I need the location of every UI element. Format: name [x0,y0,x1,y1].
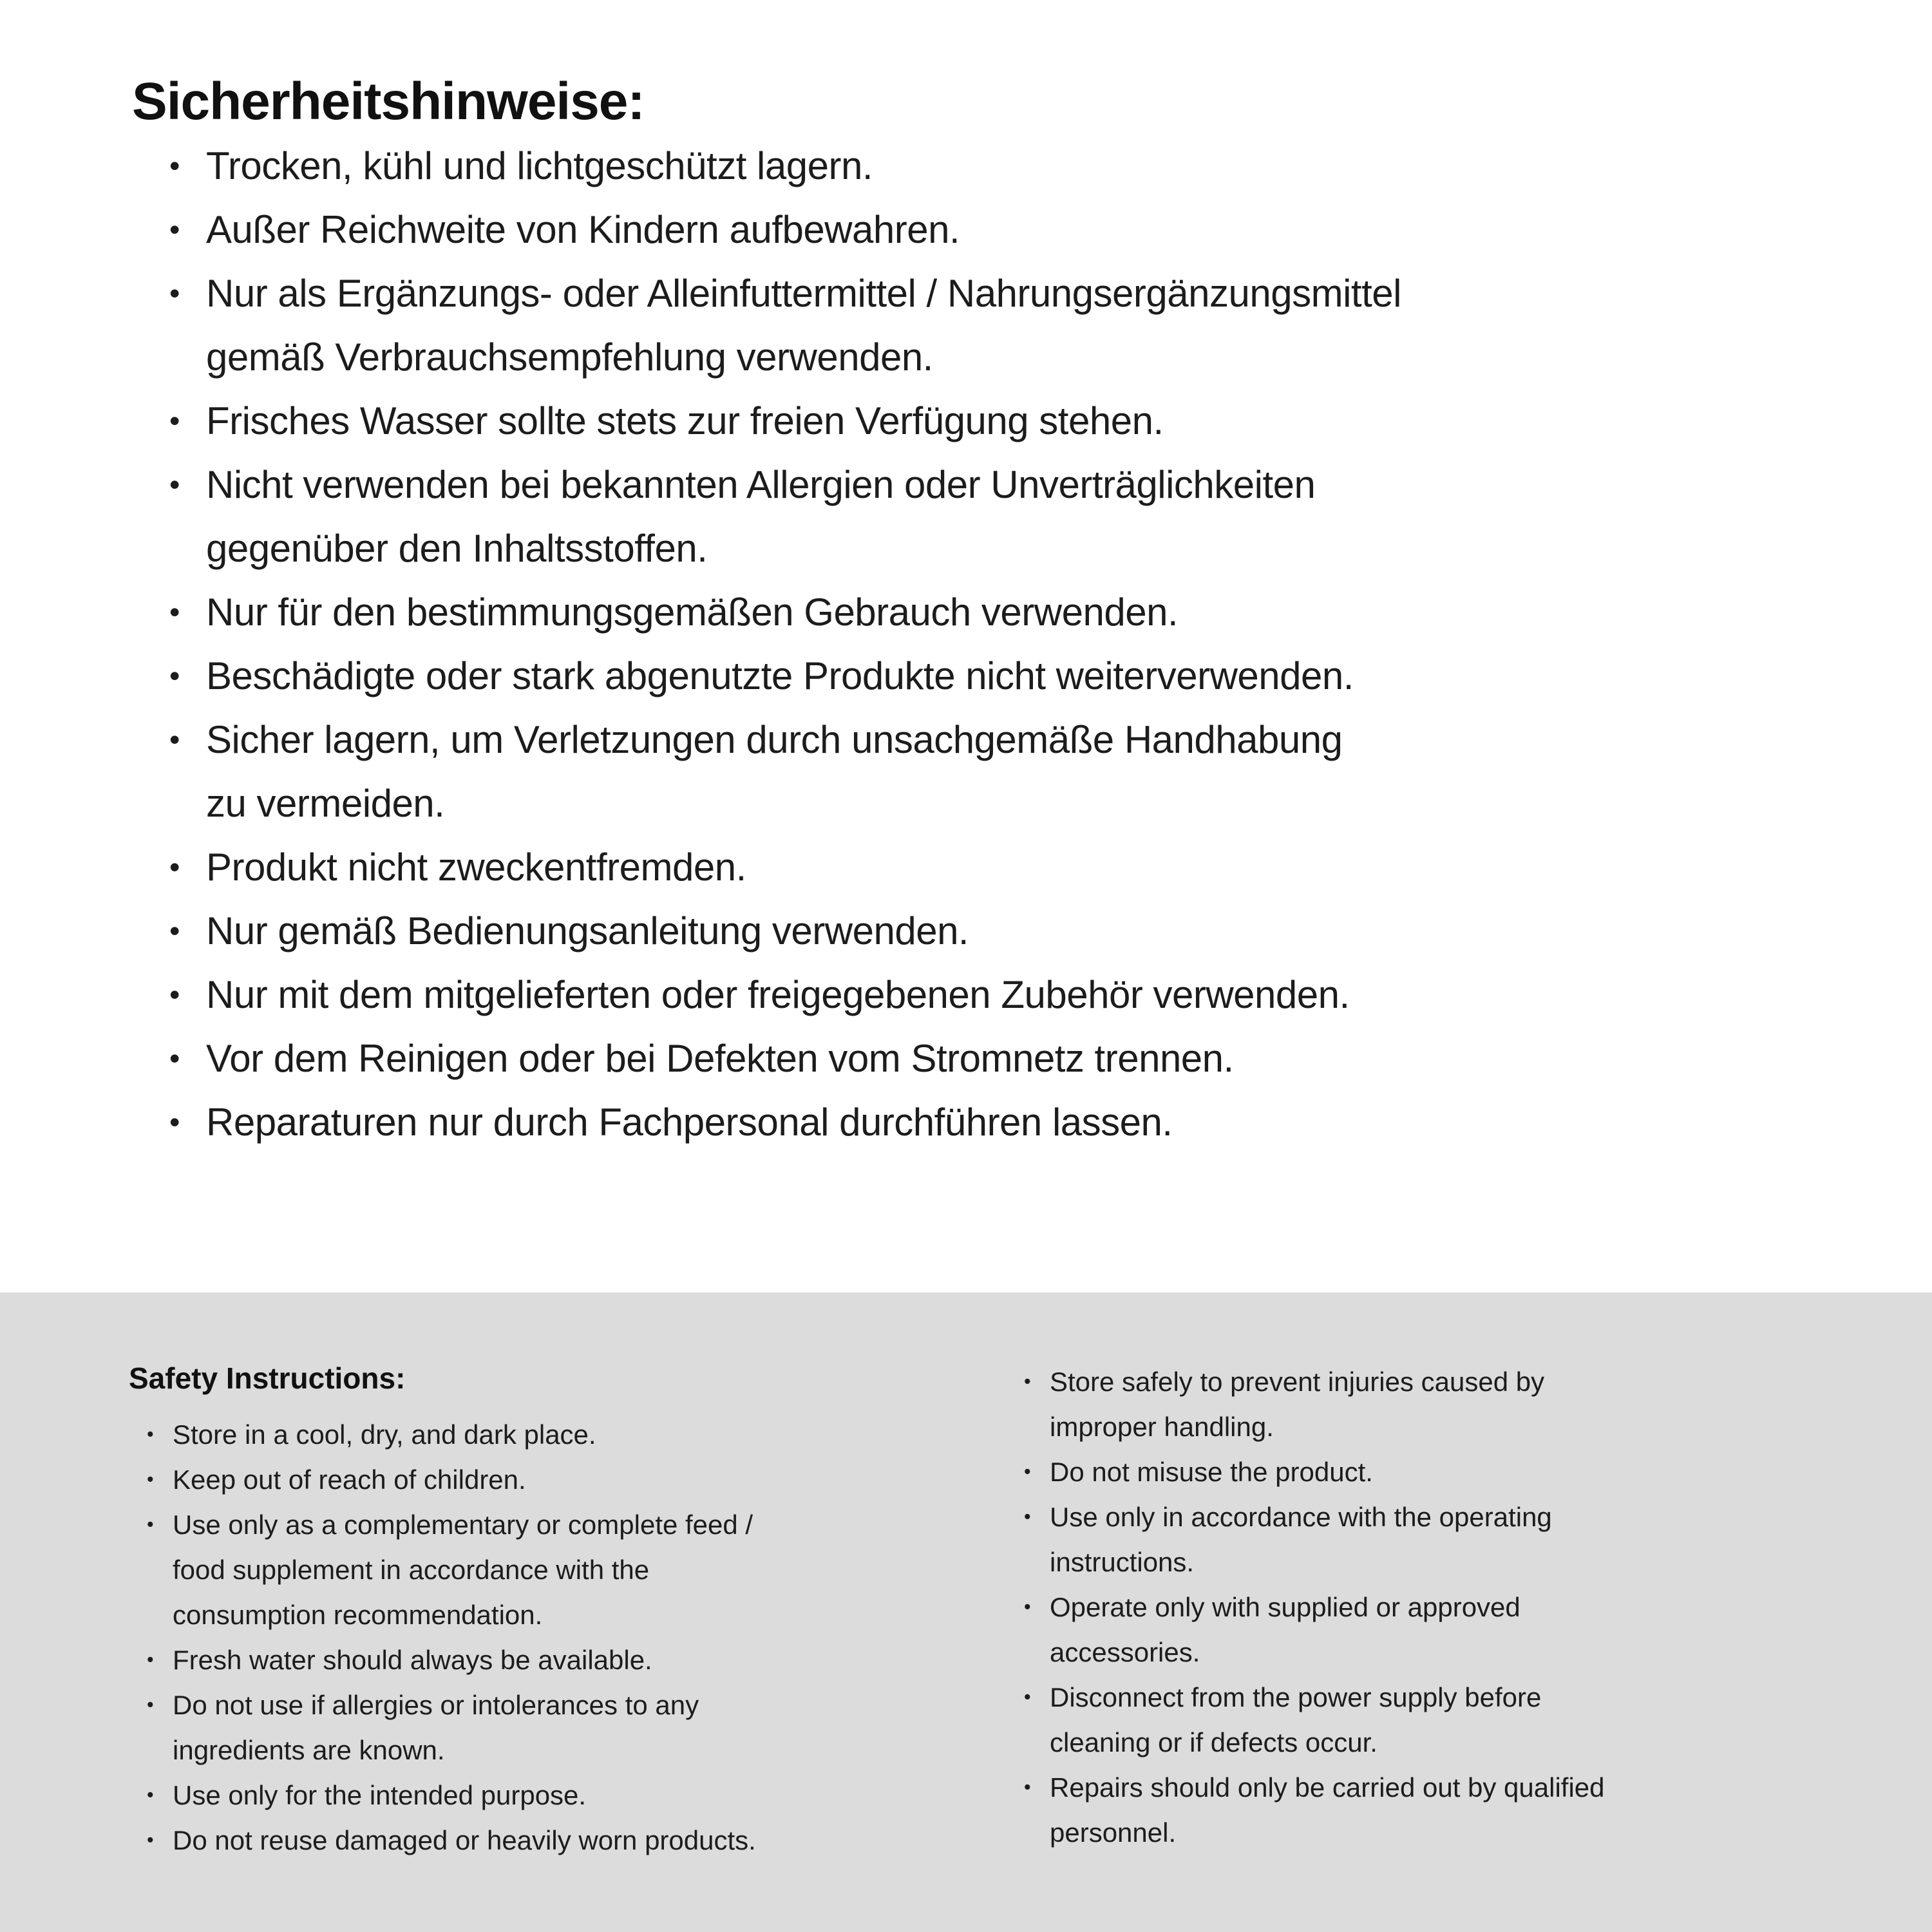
text-line: • Sicher lagern, um Verletzungen durch unsachgemäße Handhabung [206,718,1343,761]
text-line: • Vor dem Reinigen oder bei Defekten vom Stromnetz trennen. [206,1037,1234,1080]
text-line: • Nur mit dem mitgelieferten oder freigegebenen Zubehör verwenden. [206,973,1350,1016]
text-line: consumption recommendation. [173,1600,543,1630]
text-line: • Do not misuse the product. [1050,1457,1373,1487]
text-line: • Store safely to prevent injuries caused by [1050,1367,1545,1397]
text-line: • Frisches Wasser sollte stets zur freien Verfügung stehen. [206,399,1164,442]
german-bullet-list [132,134,1832,1154]
list-item [132,963,1832,1027]
text-line: • Nur für den bestimmungsgemäßen Gebrauch verwenden. [206,591,1179,634]
text-line: ingredients are known. [173,1735,445,1765]
list-item [1024,1359,1868,1450]
text-line: food supplement in accordance with the [173,1555,650,1585]
german-safety-section [132,70,1832,1154]
list-item [129,1773,1024,1818]
list-item [132,899,1832,963]
text-line: • Do not use if allergies or intolerances to any [173,1690,699,1720]
text-line: • Use only as a complementary or complete feed / [173,1510,753,1540]
list-item [129,1412,1024,1457]
english-right-bullet-list [1024,1359,1868,1855]
text-line: • Trocken, kühl und lichtgeschützt lagern. [206,144,873,187]
text-line: • Do not reuse damaged or heavily worn products. [173,1825,756,1855]
list-item [132,1090,1832,1154]
text-line: • Operate only with supplied or approved [1050,1592,1520,1622]
list-item [129,1683,1024,1773]
list-item [132,134,1832,198]
list-item [129,1638,1024,1683]
list-item [132,644,1832,708]
text-line: • Store in a cool, dry, and dark place. [173,1419,596,1450]
text-line: • Use only for the intended purpose. [173,1780,587,1810]
list-item [132,835,1832,899]
list-item [1024,1495,1868,1585]
text-line: cleaning or if defects occur. [1050,1727,1378,1757]
text-line: improper handling. [1050,1412,1274,1442]
list-item [1024,1675,1868,1765]
english-column-right [1024,1359,1868,1863]
text-line: • Use only in accordance with the operating [1050,1502,1552,1532]
list-item [132,261,1832,389]
english-columns [0,1293,1932,1863]
text-line: • Nicht verwenden bei bekannten Allergien oder Unverträglichkeiten [206,463,1316,506]
text-line: • Außer Reichweite von Kindern aufbewahren. [206,208,960,251]
text-line: • Fresh water should always be available. [173,1645,652,1675]
list-item [129,1818,1024,1863]
text-line: • Reparaturen nur durch Fachpersonal durchführen lassen. [206,1101,1173,1144]
english-section-title: Safety Instructions: [129,1361,406,1395]
text-line: • Produkt nicht zweckentfremden. [206,846,746,889]
english-left-bullet-list [129,1412,1024,1863]
list-item [1024,1585,1868,1675]
text-line: instructions. [1050,1547,1195,1577]
english-column-left [129,1359,1024,1863]
text-line: gemäß Verbrauchsempfehlung verwenden. [206,336,933,379]
list-item [132,1027,1832,1090]
list-item [1024,1765,1868,1855]
text-line: personnel. [1050,1817,1177,1848]
list-item [132,580,1832,644]
list-item [129,1502,1024,1638]
list-item [132,198,1832,261]
list-item [132,389,1832,453]
list-item [132,453,1832,580]
text-line: gegenüber den Inhaltsstoffen. [206,527,708,570]
list-item [1024,1450,1868,1495]
text-line: • Nur gemäß Bedienungsanleitung verwenden. [206,909,969,952]
list-item [132,708,1832,835]
text-line: • Disconnect from the power supply before [1050,1682,1542,1712]
text-line: • Repairs should only be carried out by qualified [1050,1772,1605,1803]
text-line: • Keep out of reach of children. [173,1464,526,1495]
text-line: zu vermeiden. [206,782,445,825]
text-line: accessories. [1050,1637,1200,1667]
text-line: • Nur als Ergänzungs- oder Alleinfuttermittel / Nahrungsergänzungsmittel [206,272,1401,315]
text-line: • Beschädigte oder stark abgenutzte Produkte nicht weiterverwenden. [206,654,1354,697]
german-section-title: Sicherheitshinweise: [132,72,645,131]
english-safety-panel [0,1293,1932,1932]
list-item [129,1457,1024,1502]
